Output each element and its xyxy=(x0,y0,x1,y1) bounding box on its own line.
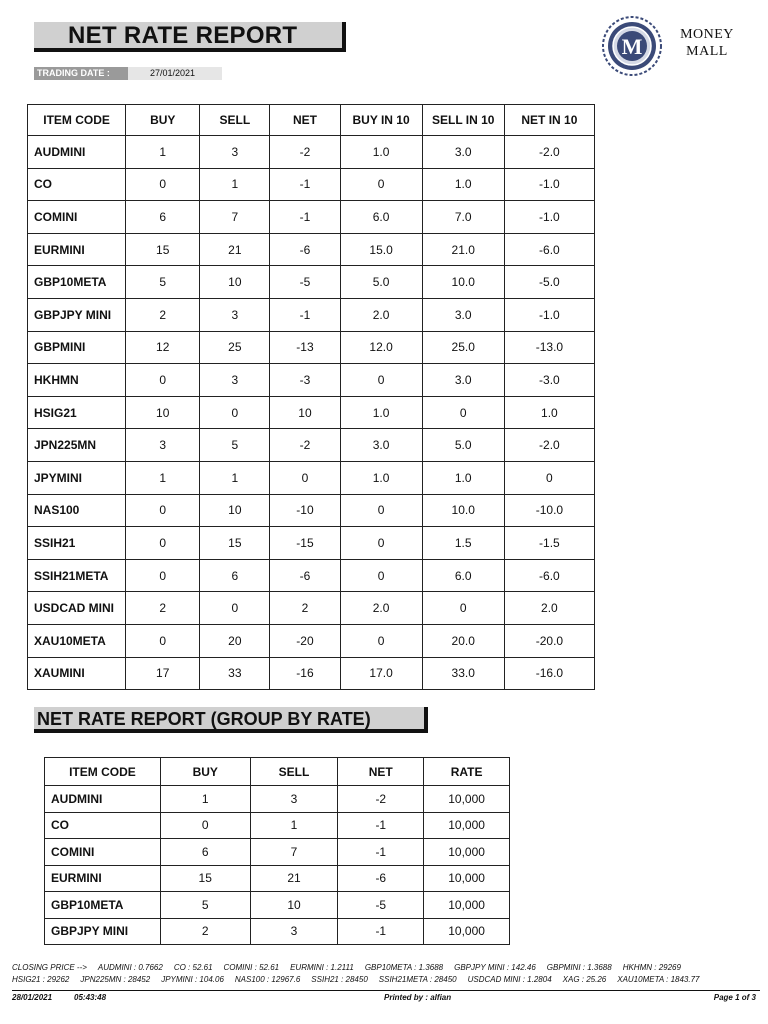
table-cell: 10,000 xyxy=(424,786,510,813)
table-cell: 1.5 xyxy=(422,527,504,560)
closing-price-item: XAG : 25.26 xyxy=(562,975,607,984)
table-cell: -1.0 xyxy=(504,201,594,234)
table-cell: 15 xyxy=(200,527,270,560)
table-cell: -2.0 xyxy=(504,136,594,169)
table-cell: 1 xyxy=(250,812,338,839)
net-rate-table xyxy=(27,104,595,690)
table-cell: 10,000 xyxy=(424,839,510,866)
table-row xyxy=(45,839,510,866)
table-row xyxy=(28,364,595,397)
table-cell: 0 xyxy=(126,494,200,527)
item-code-cell: GBP10META xyxy=(45,892,161,919)
closing-price-item: HKHMN : 29269 xyxy=(622,963,681,972)
table-cell: -3.0 xyxy=(504,364,594,397)
table-row xyxy=(28,298,595,331)
table-cell: 2.0 xyxy=(340,298,422,331)
column-header: ITEM CODE xyxy=(28,105,126,136)
table-cell: 0 xyxy=(340,494,422,527)
footer-divider xyxy=(12,990,760,991)
closing-price-item: CO : 52.61 xyxy=(173,963,213,972)
closing-price-item: SSIH21META : 28450 xyxy=(378,975,457,984)
closing-price-item: JPN225MN : 28452 xyxy=(80,975,151,984)
table-cell: -5.0 xyxy=(504,266,594,299)
closing-prices xyxy=(12,962,758,986)
table-cell: -2.0 xyxy=(504,429,594,462)
closing-price-item: AUDMINI : 0.7662 xyxy=(97,963,163,972)
table-cell: -1 xyxy=(338,918,424,945)
closing-prices-row-1 xyxy=(12,962,758,974)
table-cell: 20 xyxy=(200,624,270,657)
table-cell: -15 xyxy=(270,527,340,560)
table-cell: -3 xyxy=(270,364,340,397)
table-cell: 6.0 xyxy=(340,201,422,234)
table-cell: -16.0 xyxy=(504,657,594,690)
column-header: RATE xyxy=(424,758,510,786)
closing-price-item: GBPJPY MINI : 142.46 xyxy=(454,963,536,972)
table-cell: -2 xyxy=(270,136,340,169)
table-cell: -6.0 xyxy=(504,233,594,266)
column-header: BUY IN 10 xyxy=(340,105,422,136)
group-by-rate-title: NET RATE REPORT (GROUP BY RATE) xyxy=(34,707,428,733)
footer-date: 28/01/2021 xyxy=(12,993,53,1002)
logo-line-1: MONEY xyxy=(680,27,734,42)
column-header: ITEM CODE xyxy=(45,758,161,786)
table-cell: 5.0 xyxy=(340,266,422,299)
table-row xyxy=(28,233,595,266)
table-row xyxy=(45,892,510,919)
report-title: NET RATE REPORT xyxy=(34,22,346,52)
table-cell: 2 xyxy=(160,918,250,945)
table-cell: 10,000 xyxy=(424,918,510,945)
table-cell: 1.0 xyxy=(340,136,422,169)
table-cell: 3 xyxy=(126,429,200,462)
closing-price-item: JPYMINI : 104.06 xyxy=(161,975,224,984)
closing-price-item: SSIH21 : 28450 xyxy=(311,975,368,984)
trading-date-bar xyxy=(34,67,222,80)
table-cell: 33.0 xyxy=(422,657,504,690)
table-cell: -6 xyxy=(270,559,340,592)
table-cell: -20 xyxy=(270,624,340,657)
table-cell: -10.0 xyxy=(504,494,594,527)
table-cell: -13 xyxy=(270,331,340,364)
table-cell: 0 xyxy=(160,812,250,839)
item-code-cell: EURMINI xyxy=(28,233,126,266)
table-cell: 10 xyxy=(200,494,270,527)
table-cell: 7.0 xyxy=(422,201,504,234)
table-cell: 0 xyxy=(200,396,270,429)
table-cell: 3 xyxy=(200,364,270,397)
item-code-cell: NAS100 xyxy=(28,494,126,527)
closing-price-item: COMINI : 52.61 xyxy=(223,963,280,972)
table-cell: -10 xyxy=(270,494,340,527)
table-cell: 7 xyxy=(200,201,270,234)
logo-letter: M xyxy=(621,34,643,59)
column-header: SELL xyxy=(250,758,338,786)
column-header: NET xyxy=(338,758,424,786)
table-cell: 3.0 xyxy=(422,364,504,397)
table-row xyxy=(45,918,510,945)
table-cell: -5 xyxy=(338,892,424,919)
table-cell: 17 xyxy=(126,657,200,690)
table-cell: -1.5 xyxy=(504,527,594,560)
table-cell: 3 xyxy=(250,786,338,813)
table-cell: 2 xyxy=(126,298,200,331)
table-cell: 6 xyxy=(160,839,250,866)
table-cell: 10,000 xyxy=(424,865,510,892)
closing-price-item: CLOSING PRICE --> xyxy=(12,963,87,972)
table-row xyxy=(28,136,595,169)
closing-price-item: NAS100 : 12967.6 xyxy=(234,975,301,984)
table-cell: 0 xyxy=(340,624,422,657)
item-code-cell: CO xyxy=(28,168,126,201)
table-row xyxy=(28,624,595,657)
table-cell: -2 xyxy=(270,429,340,462)
column-header: BUY xyxy=(126,105,200,136)
column-header: NET IN 10 xyxy=(504,105,594,136)
table-row xyxy=(28,657,595,690)
closing-prices-row-2 xyxy=(12,974,758,986)
table-row xyxy=(28,527,595,560)
table-row xyxy=(28,461,595,494)
table-cell: 6 xyxy=(200,559,270,592)
table-cell: 33 xyxy=(200,657,270,690)
table-cell: -1 xyxy=(270,201,340,234)
closing-price-item: EURMINI : 1.2111 xyxy=(290,963,354,972)
item-code-cell: XAUMINI xyxy=(28,657,126,690)
table-cell: 10,000 xyxy=(424,892,510,919)
column-header: SELL IN 10 xyxy=(422,105,504,136)
table-cell: 21 xyxy=(200,233,270,266)
table-row xyxy=(28,331,595,364)
table-cell: -1 xyxy=(270,298,340,331)
item-code-cell: AUDMINI xyxy=(45,786,161,813)
logo-text xyxy=(672,26,742,60)
table-cell: -2 xyxy=(338,786,424,813)
item-code-cell: COMINI xyxy=(28,201,126,234)
table-cell: 5 xyxy=(200,429,270,462)
table-row xyxy=(28,266,595,299)
closing-price-item: XAU10META : 1843.77 xyxy=(617,975,700,984)
column-header: NET xyxy=(270,105,340,136)
table-cell: 2 xyxy=(126,592,200,625)
page-footer xyxy=(12,993,760,1005)
logo-line-2: MALL xyxy=(686,44,728,59)
table-cell: -16 xyxy=(270,657,340,690)
table-row xyxy=(28,592,595,625)
table-cell: 2.0 xyxy=(340,592,422,625)
table-cell: 17.0 xyxy=(340,657,422,690)
table-row xyxy=(45,812,510,839)
table-cell: 25.0 xyxy=(422,331,504,364)
table-cell: 1.0 xyxy=(422,461,504,494)
table-row xyxy=(45,865,510,892)
table-cell: 21.0 xyxy=(422,233,504,266)
closing-price-item: GBPMINI : 1.3688 xyxy=(546,963,612,972)
table-cell: 1.0 xyxy=(422,168,504,201)
table-row xyxy=(28,559,595,592)
table-cell: 12 xyxy=(126,331,200,364)
table-cell: 3 xyxy=(200,136,270,169)
table-cell: 0 xyxy=(340,527,422,560)
table-cell: 1 xyxy=(200,461,270,494)
table-row xyxy=(28,201,595,234)
column-header: BUY xyxy=(160,758,250,786)
table-cell: 15 xyxy=(126,233,200,266)
table-cell: 0 xyxy=(200,592,270,625)
table-cell: -20.0 xyxy=(504,624,594,657)
table-cell: 21 xyxy=(250,865,338,892)
table-cell: -13.0 xyxy=(504,331,594,364)
table-cell: -1.0 xyxy=(504,168,594,201)
trading-date-label: TRADING DATE : xyxy=(34,67,128,80)
group-by-rate-table xyxy=(44,757,510,945)
closing-price-item: USDCAD MINI : 1.2804 xyxy=(467,975,552,984)
item-code-cell: JPN225MN xyxy=(28,429,126,462)
table-row xyxy=(28,494,595,527)
table-cell: 0 xyxy=(504,461,594,494)
footer-time: 05:43:48 xyxy=(74,993,107,1002)
column-header: SELL xyxy=(200,105,270,136)
table-cell: -6.0 xyxy=(504,559,594,592)
item-code-cell: SSIH21META xyxy=(28,559,126,592)
table-cell: 10.0 xyxy=(422,494,504,527)
table-cell: 2.0 xyxy=(504,592,594,625)
trading-date-value: 27/01/2021 xyxy=(150,68,196,78)
table-cell: 0 xyxy=(340,168,422,201)
table-cell: 10 xyxy=(200,266,270,299)
table-row xyxy=(28,429,595,462)
table-cell: 0 xyxy=(126,559,200,592)
table-cell: 10,000 xyxy=(424,812,510,839)
item-code-cell: SSIH21 xyxy=(28,527,126,560)
table-cell: -1 xyxy=(338,839,424,866)
table-cell: 15 xyxy=(160,865,250,892)
table-row xyxy=(28,168,595,201)
table-header-row xyxy=(28,105,595,136)
table-cell: 6.0 xyxy=(422,559,504,592)
table-cell: 5 xyxy=(126,266,200,299)
table-cell: -5 xyxy=(270,266,340,299)
table-cell: 1.0 xyxy=(340,461,422,494)
table-cell: -6 xyxy=(338,865,424,892)
item-code-cell: COMINI xyxy=(45,839,161,866)
item-code-cell: GBPJPY MINI xyxy=(45,918,161,945)
item-code-cell: GBPMINI xyxy=(28,331,126,364)
item-code-cell: JPYMINI xyxy=(28,461,126,494)
table-cell: 0 xyxy=(126,624,200,657)
table-cell: 1.0 xyxy=(340,396,422,429)
table-cell: 0 xyxy=(340,364,422,397)
table-header-row xyxy=(45,758,510,786)
item-code-cell: CO xyxy=(45,812,161,839)
table-cell: 1 xyxy=(200,168,270,201)
table-cell: 1.0 xyxy=(504,396,594,429)
table-cell: 3 xyxy=(250,918,338,945)
item-code-cell: XAU10META xyxy=(28,624,126,657)
table-cell: 0 xyxy=(422,396,504,429)
table-row xyxy=(28,396,595,429)
item-code-cell: EURMINI xyxy=(45,865,161,892)
table-cell: 5.0 xyxy=(422,429,504,462)
table-cell: 0 xyxy=(270,461,340,494)
item-code-cell: AUDMINI xyxy=(28,136,126,169)
table-cell: 0 xyxy=(126,527,200,560)
table-cell: 15.0 xyxy=(340,233,422,266)
table-cell: 25 xyxy=(200,331,270,364)
table-cell: 7 xyxy=(250,839,338,866)
table-row xyxy=(45,786,510,813)
table-cell: 0 xyxy=(340,559,422,592)
table-cell: 1 xyxy=(160,786,250,813)
table-cell: 0 xyxy=(126,168,200,201)
table-cell: 0 xyxy=(126,364,200,397)
table-cell: 0 xyxy=(422,592,504,625)
item-code-cell: USDCAD MINI xyxy=(28,592,126,625)
table-cell: -1 xyxy=(338,812,424,839)
table-cell: 10 xyxy=(250,892,338,919)
table-cell: 5 xyxy=(160,892,250,919)
table-cell: 1 xyxy=(126,136,200,169)
footer-printed-by: Printed by : alfian xyxy=(384,993,452,1002)
table-cell: -1 xyxy=(270,168,340,201)
table-cell: 3.0 xyxy=(422,136,504,169)
table-cell: 1 xyxy=(126,461,200,494)
item-code-cell: GBPJPY MINI xyxy=(28,298,126,331)
table-cell: 3 xyxy=(200,298,270,331)
table-cell: 3.0 xyxy=(422,298,504,331)
table-cell: 10 xyxy=(270,396,340,429)
table-cell: -6 xyxy=(270,233,340,266)
footer-page-number: Page 1 of 3 xyxy=(713,993,756,1002)
table-cell: 12.0 xyxy=(340,331,422,364)
table-cell: 2 xyxy=(270,592,340,625)
table-cell: 10 xyxy=(126,396,200,429)
table-cell: 6 xyxy=(126,201,200,234)
table-cell: 10.0 xyxy=(422,266,504,299)
item-code-cell: HSIG21 xyxy=(28,396,126,429)
table-cell: 3.0 xyxy=(340,429,422,462)
money-mall-logo-icon xyxy=(600,16,664,76)
closing-price-item: GBP10META : 1.3688 xyxy=(364,963,444,972)
item-code-cell: GBP10META xyxy=(28,266,126,299)
item-code-cell: HKHMN xyxy=(28,364,126,397)
table-cell: -1.0 xyxy=(504,298,594,331)
table-cell: 20.0 xyxy=(422,624,504,657)
closing-price-item: HSIG21 : 29262 xyxy=(12,975,70,984)
